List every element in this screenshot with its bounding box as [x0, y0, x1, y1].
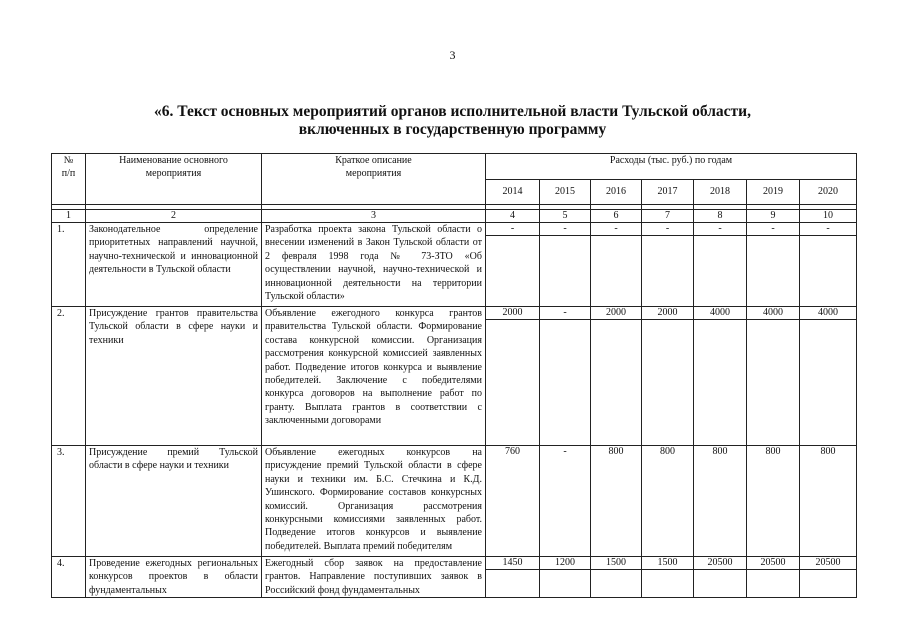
value: - [540, 307, 590, 320]
row-value-2016 [591, 223, 642, 307]
col-number: 6 [591, 210, 642, 223]
table-row [52, 307, 857, 446]
row-value-2018 [694, 557, 747, 598]
col-number: 2 [86, 210, 262, 223]
row-desc: Ежегодный сбор заявок на предоставление грантов. Направление поступивших заявок в Российский фонд фундаментальных [262, 557, 486, 598]
year-2020: 2020 [800, 179, 857, 205]
row-desc: Объявление ежегодных конкурсов на присуждение премий Тульской области в сфере науки и техники им. Б.С. Стечкина и К.Д. Ушинского. Формирование составов конкурсных комиссий. Организация рассмотрения конкурсными комиссиями заявленных работ. Подведение итогов конкурсов и выявление победителей. Выплата премий победителям [262, 446, 486, 557]
row-value-2015 [540, 307, 591, 446]
row-num: 4. [52, 557, 86, 598]
table-row [52, 446, 857, 557]
row-name: Присуждение премий Тульской области в сфере науки и техники [86, 446, 262, 557]
row-desc: Разработка проекта закона Тульской области о внесении изменений в Закон Тульской области от 2 февраля 1998 года № 73-ЗТО «Об осуществлении научной, научно-технической и инновационной деятельности на территории Тульской области» [262, 223, 486, 307]
row-value-2019 [747, 223, 800, 307]
year-2018: 2018 [694, 179, 747, 205]
year-2014: 2014 [486, 179, 540, 205]
value: 2000 [486, 307, 539, 320]
header-desc-line1: Краткое описание [335, 155, 412, 166]
page-number: 3 [449, 48, 456, 62]
header-num-line1: № [63, 155, 74, 166]
row-value-2017 [642, 557, 694, 598]
header-desc-line2: мероприятия [345, 168, 402, 180]
col-number: 7 [642, 210, 694, 223]
value: 760 [505, 446, 520, 457]
row-value-2014 [486, 446, 540, 557]
row-value-2018 [694, 446, 747, 557]
row-value-2017 [642, 446, 694, 557]
row-name: Законодательное определение приоритетных направлений научной, научно-технической и инновационной деятельности в Тульской области [86, 223, 262, 307]
header-num [52, 154, 86, 205]
value: - [694, 223, 746, 236]
row-name: Присуждение грантов правительства Тульской области в сфере науки и техники [86, 307, 262, 446]
value: 2000 [642, 307, 693, 320]
col-number: 1 [52, 210, 86, 223]
value: 800 [765, 446, 781, 457]
value: - [800, 223, 856, 236]
row-name: Проведение ежегодных региональных конкурсов проектов в области фундаментальных [86, 557, 262, 598]
col-number: 8 [694, 210, 747, 223]
value: 1200 [540, 557, 590, 570]
header-name [86, 154, 262, 205]
value: - [642, 223, 693, 236]
table-row [52, 223, 857, 307]
value: - [591, 223, 641, 236]
value: 20500 [694, 557, 746, 570]
col-number: 5 [540, 210, 591, 223]
header-expenses: Расходы (тыс. руб.) по годам [486, 154, 857, 180]
value: 2000 [591, 307, 641, 320]
header-name-line1: Наименование основного [119, 155, 228, 166]
row-value-2020 [800, 223, 857, 307]
page-title [60, 103, 845, 139]
value: 800 [712, 446, 728, 457]
value: 800 [660, 446, 675, 457]
value: 1500 [642, 557, 693, 570]
header-desc [262, 154, 486, 205]
row-value-2016 [591, 446, 642, 557]
row-value-2017 [642, 307, 694, 446]
row-desc: Объявление ежегодного конкурса грантов правительства Тульской области. Формирование состава конкурсной комиссии. Организация рассмотрения конкурсной комиссией заявленных работ. Подведение итогов конкурса и выявление победителей. Заключение с победителями конкурса договоров на выполнение работ по гранту. Выплата грантов в соответствии с заключенными договорами [262, 307, 486, 446]
row-value-2014 [486, 223, 540, 307]
row-value-2020 [800, 307, 857, 446]
row-value-2018 [694, 223, 747, 307]
row-value-2018 [694, 307, 747, 446]
row-value-2014 [486, 307, 540, 446]
col-number: 10 [800, 210, 857, 223]
row-num: 1. [52, 223, 86, 307]
value: 800 [608, 446, 624, 457]
col-number: 4 [486, 210, 540, 223]
activities-table [51, 153, 857, 598]
value: 1500 [591, 557, 641, 570]
value: 1450 [486, 557, 539, 570]
year-2015: 2015 [540, 179, 591, 205]
value: 4000 [747, 307, 799, 320]
row-value-2020 [800, 557, 857, 598]
row-num: 2. [52, 307, 86, 446]
year-2016: 2016 [591, 179, 642, 205]
value: 4000 [694, 307, 746, 320]
year-2019: 2019 [747, 179, 800, 205]
row-value-2016 [591, 307, 642, 446]
column-numbers-row [52, 210, 857, 223]
title-line-1: «6. Текст основных мероприятий органов исполнительной власти Тульской области, [154, 103, 751, 120]
year-2017: 2017 [642, 179, 694, 205]
row-value-2019 [747, 446, 800, 557]
row-num: 3. [52, 446, 86, 557]
col-number: 9 [747, 210, 800, 223]
row-value-2016 [591, 557, 642, 598]
table-row [52, 557, 857, 598]
row-value-2020 [800, 446, 857, 557]
title-line-2: включенных в государственную программу [298, 121, 607, 138]
row-value-2017 [642, 223, 694, 307]
value: 20500 [800, 557, 856, 570]
row-value-2015 [540, 446, 591, 557]
value: - [747, 223, 799, 236]
col-number: 3 [262, 210, 486, 223]
header-num-line2: п/п [61, 168, 76, 180]
header-name-line2: мероприятия [145, 168, 202, 180]
value: - [563, 446, 567, 457]
value: 800 [820, 446, 836, 457]
row-value-2019 [747, 557, 800, 598]
row-value-2015 [540, 223, 591, 307]
value: 4000 [800, 307, 856, 320]
value: - [486, 223, 539, 236]
row-value-2014 [486, 557, 540, 598]
row-value-2015 [540, 557, 591, 598]
value: - [540, 223, 590, 236]
value: 20500 [747, 557, 799, 570]
header-row [52, 154, 857, 180]
row-value-2019 [747, 307, 800, 446]
